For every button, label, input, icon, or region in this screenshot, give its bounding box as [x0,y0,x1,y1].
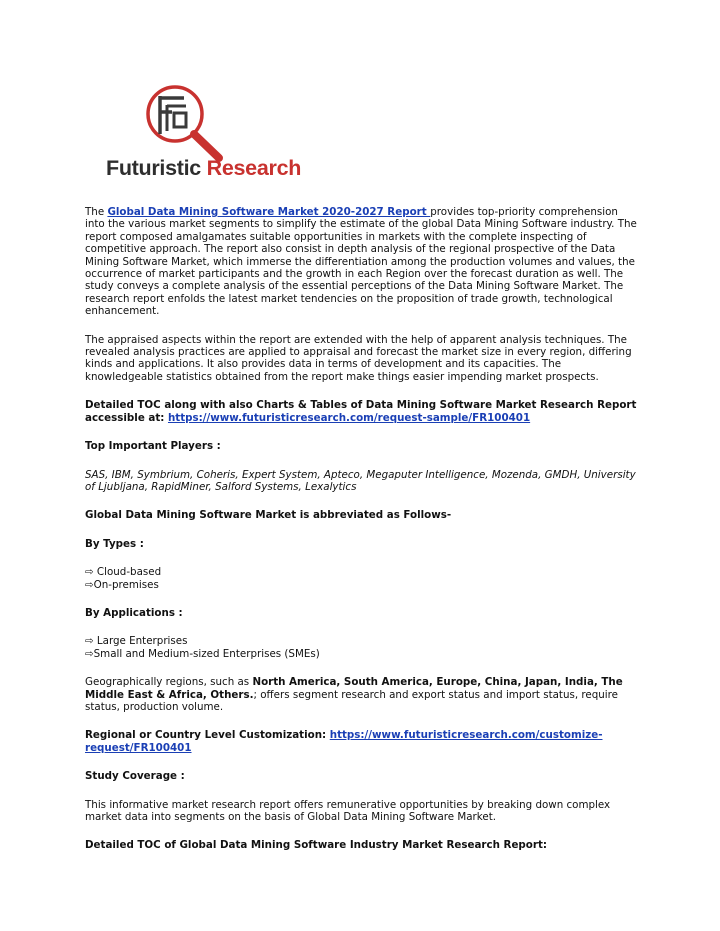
customize-request-link[interactable]: https://www.futuristicresearch.com/customize-request/FR100401 [85,729,603,754]
analysis-paragraph: The appraised aspects within the report are extended with the help of apparent analysis techniques. The revealed analysis practices are applied to appraisal and forecast the market size in every region, differing kinds and applications. It also provides data in terms of development and its capacities. The knowledgeable statistics obtained from the report make things easier impending market prospects. [85,333,632,383]
types-heading: By Types : [85,537,144,550]
intro-prefix: The [85,206,108,218]
intro-paragraph [85,206,640,318]
customization-paragraph [85,729,640,754]
report-title-link[interactable]: Global Data Mining Software Market 2020-2027 Report [107,206,431,218]
toc-request-paragraph [85,399,640,424]
applications-list [85,635,640,660]
list-item: ⇨On-premises [85,578,159,591]
customization-label: Regional or Country Level Customization: [85,729,330,742]
regions-paragraph [85,676,640,713]
players-heading: Top Important Players : [85,440,221,453]
coverage-heading: Study Coverage : [85,770,185,783]
list-item: ⇨ Cloud-based [85,566,162,579]
intro-body: provides top-priority comprehension into the various market segments to simplify the estimate of the global Data Mining Software industry. The report composed amalgamates suitable opportunities in markets with the complete inspecting of competitive approach. The report also consist in depth analysis of the regional prospective of the Data Mining Software Market, which immerse the differentiation among the production volumes and values, the occurrence of market participants and the growth in each Region over the forecast duration as well. The study conveys a complete analysis of the essential perceptions of the Data Mining Software Market. The research report enfolds the latest market tendencies on the proposition of trade growth, technological enhancement. [85,206,637,318]
toc-request-label: Detailed TOC along with also Charts & Tables of Data Mining Software Market Research Report accessible at: [85,399,637,424]
abbreviation-heading: Global Data Mining Software Market is abbreviated as Follows- [85,509,452,522]
regions-list: North America, South America, Europe, China, Japan, India, The Middle East & Africa, Others. [85,676,623,701]
list-item: ⇨ Large Enterprises [85,635,188,648]
request-sample-link[interactable]: https://www.futuristicresearch.com/request-sample/FR100401 [167,411,531,424]
types-list [85,566,640,591]
brand-word-research: Research [206,156,302,180]
brand-logo [106,156,301,181]
coverage-paragraph: This informative market research report offers remunerative opportunities by breaking down complex market data into segments on the basis of Global Data Mining Software Market. [85,798,611,823]
report-body [85,206,640,868]
toc-heading: Detailed TOC of Global Data Mining Software Industry Market Research Report: [85,839,547,852]
applications-heading: By Applications : [85,606,183,619]
regions-prefix: Geographically regions, such as [85,676,253,689]
brand-word-futuristic: Futuristic [106,156,201,180]
regions-suffix: ; offers segment research and export status and import status, require status, production volume. [85,688,619,713]
list-item: ⇨Small and Medium-sized Enterprises (SMEs) [85,647,320,660]
players-list: SAS, IBM, Symbrium, Coheris, Expert System, Apteco, Megaputer Intelligence, Mozenda, GMDH, University of Ljubljana, RapidMiner, Salford Systems, Lexalytics [85,468,636,493]
